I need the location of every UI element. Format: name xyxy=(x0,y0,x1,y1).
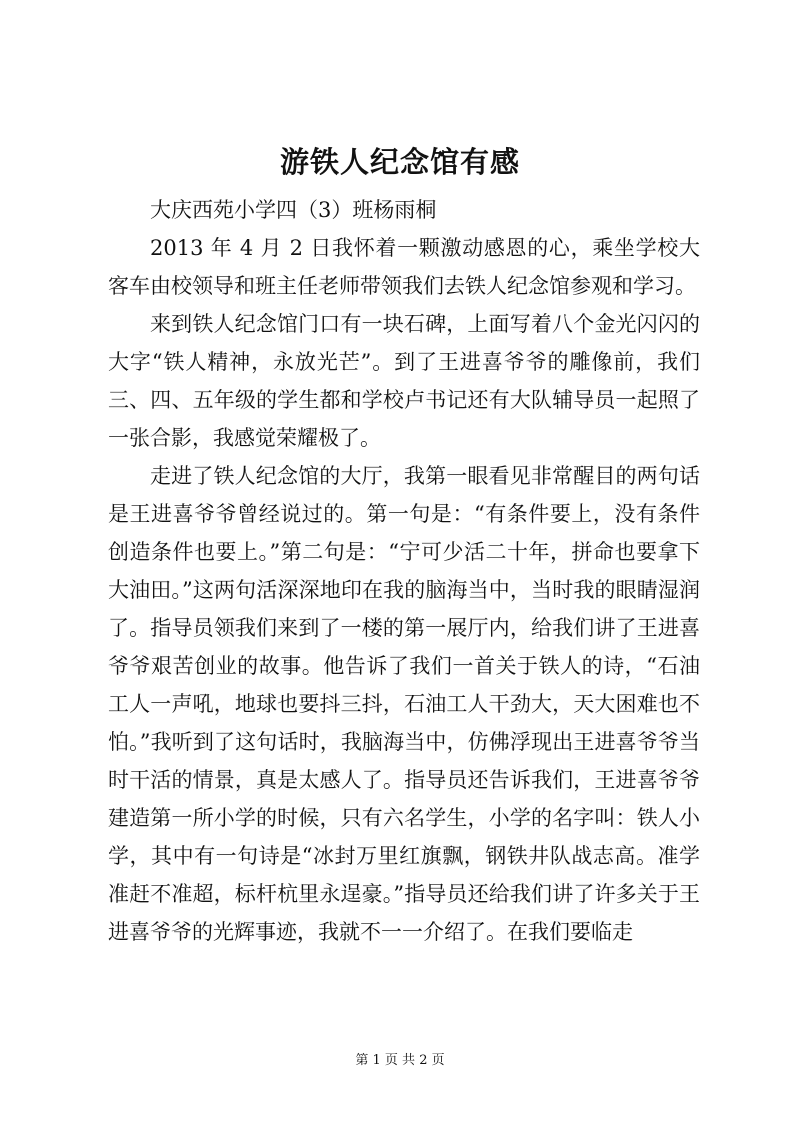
page-footer: 第 1 页 共 2 页 xyxy=(355,1053,445,1068)
paragraph-hall: 走进了铁人纪念馆的大厅，我第一眼看见非常醒目的两句话是王进喜爷爷曾经说过的。第一句是：“有条件要上，没有条件创造条件也要上。”第二句是：“宁可少活二十年，拼命也要拿下大油田。”这两句活深深地印在我的脑海当中，当时我的眼睛湿润了。指导员领我们来到了一楼的第一展厅内，给我们讲了王进喜爷爷艰苦创业的故事。他告诉了我们一首关于铁人的诗，“石油工人一声吼，地球也要抖三抖，石油工人干劲大，天大困难也不怕。”我听到了这句话时，我脑海当中，仿佛浮现出王进喜爷爷当时干活的情景，真是太感人了。指导员还告诉我们，王进喜爷爷建造第一所小学的时候，只有六名学生，小学的名字叫：铁人小学，其中有一句诗是“冰封万里红旗飘，钢铁井队战志高。准学准赶不准超，标杆杭里永逞豪。”指导员还给我们讲了许多关于王进喜爷爷的光辉事迹，我就不一一介绍了。在我们要临走 xyxy=(108,464,700,944)
paragraph-stone-tablet: 来到铁人纪念馆门口有一块石碑，上面写着八个金光闪闪的大字“铁人精神，永放光芒”。到了王进喜爷爷的雕像前，我们三、四、五年级的学生都和学校卢书记还有大队辅导员一起照了一张合影，我感觉荣耀极了。 xyxy=(108,312,700,450)
page-title: 游铁人纪念馆有感 xyxy=(279,145,520,179)
author-line: 大庆西苑小学四（3）班杨雨桐 xyxy=(150,198,437,222)
paragraph-intro: 2013 年 4 月 2 日我怀着一颗激动感恩的心，乘坐学校大客车由校领导和班主任老师带领我们去铁人纪念馆参观和学习。 xyxy=(108,236,700,298)
document-body xyxy=(108,191,700,951)
